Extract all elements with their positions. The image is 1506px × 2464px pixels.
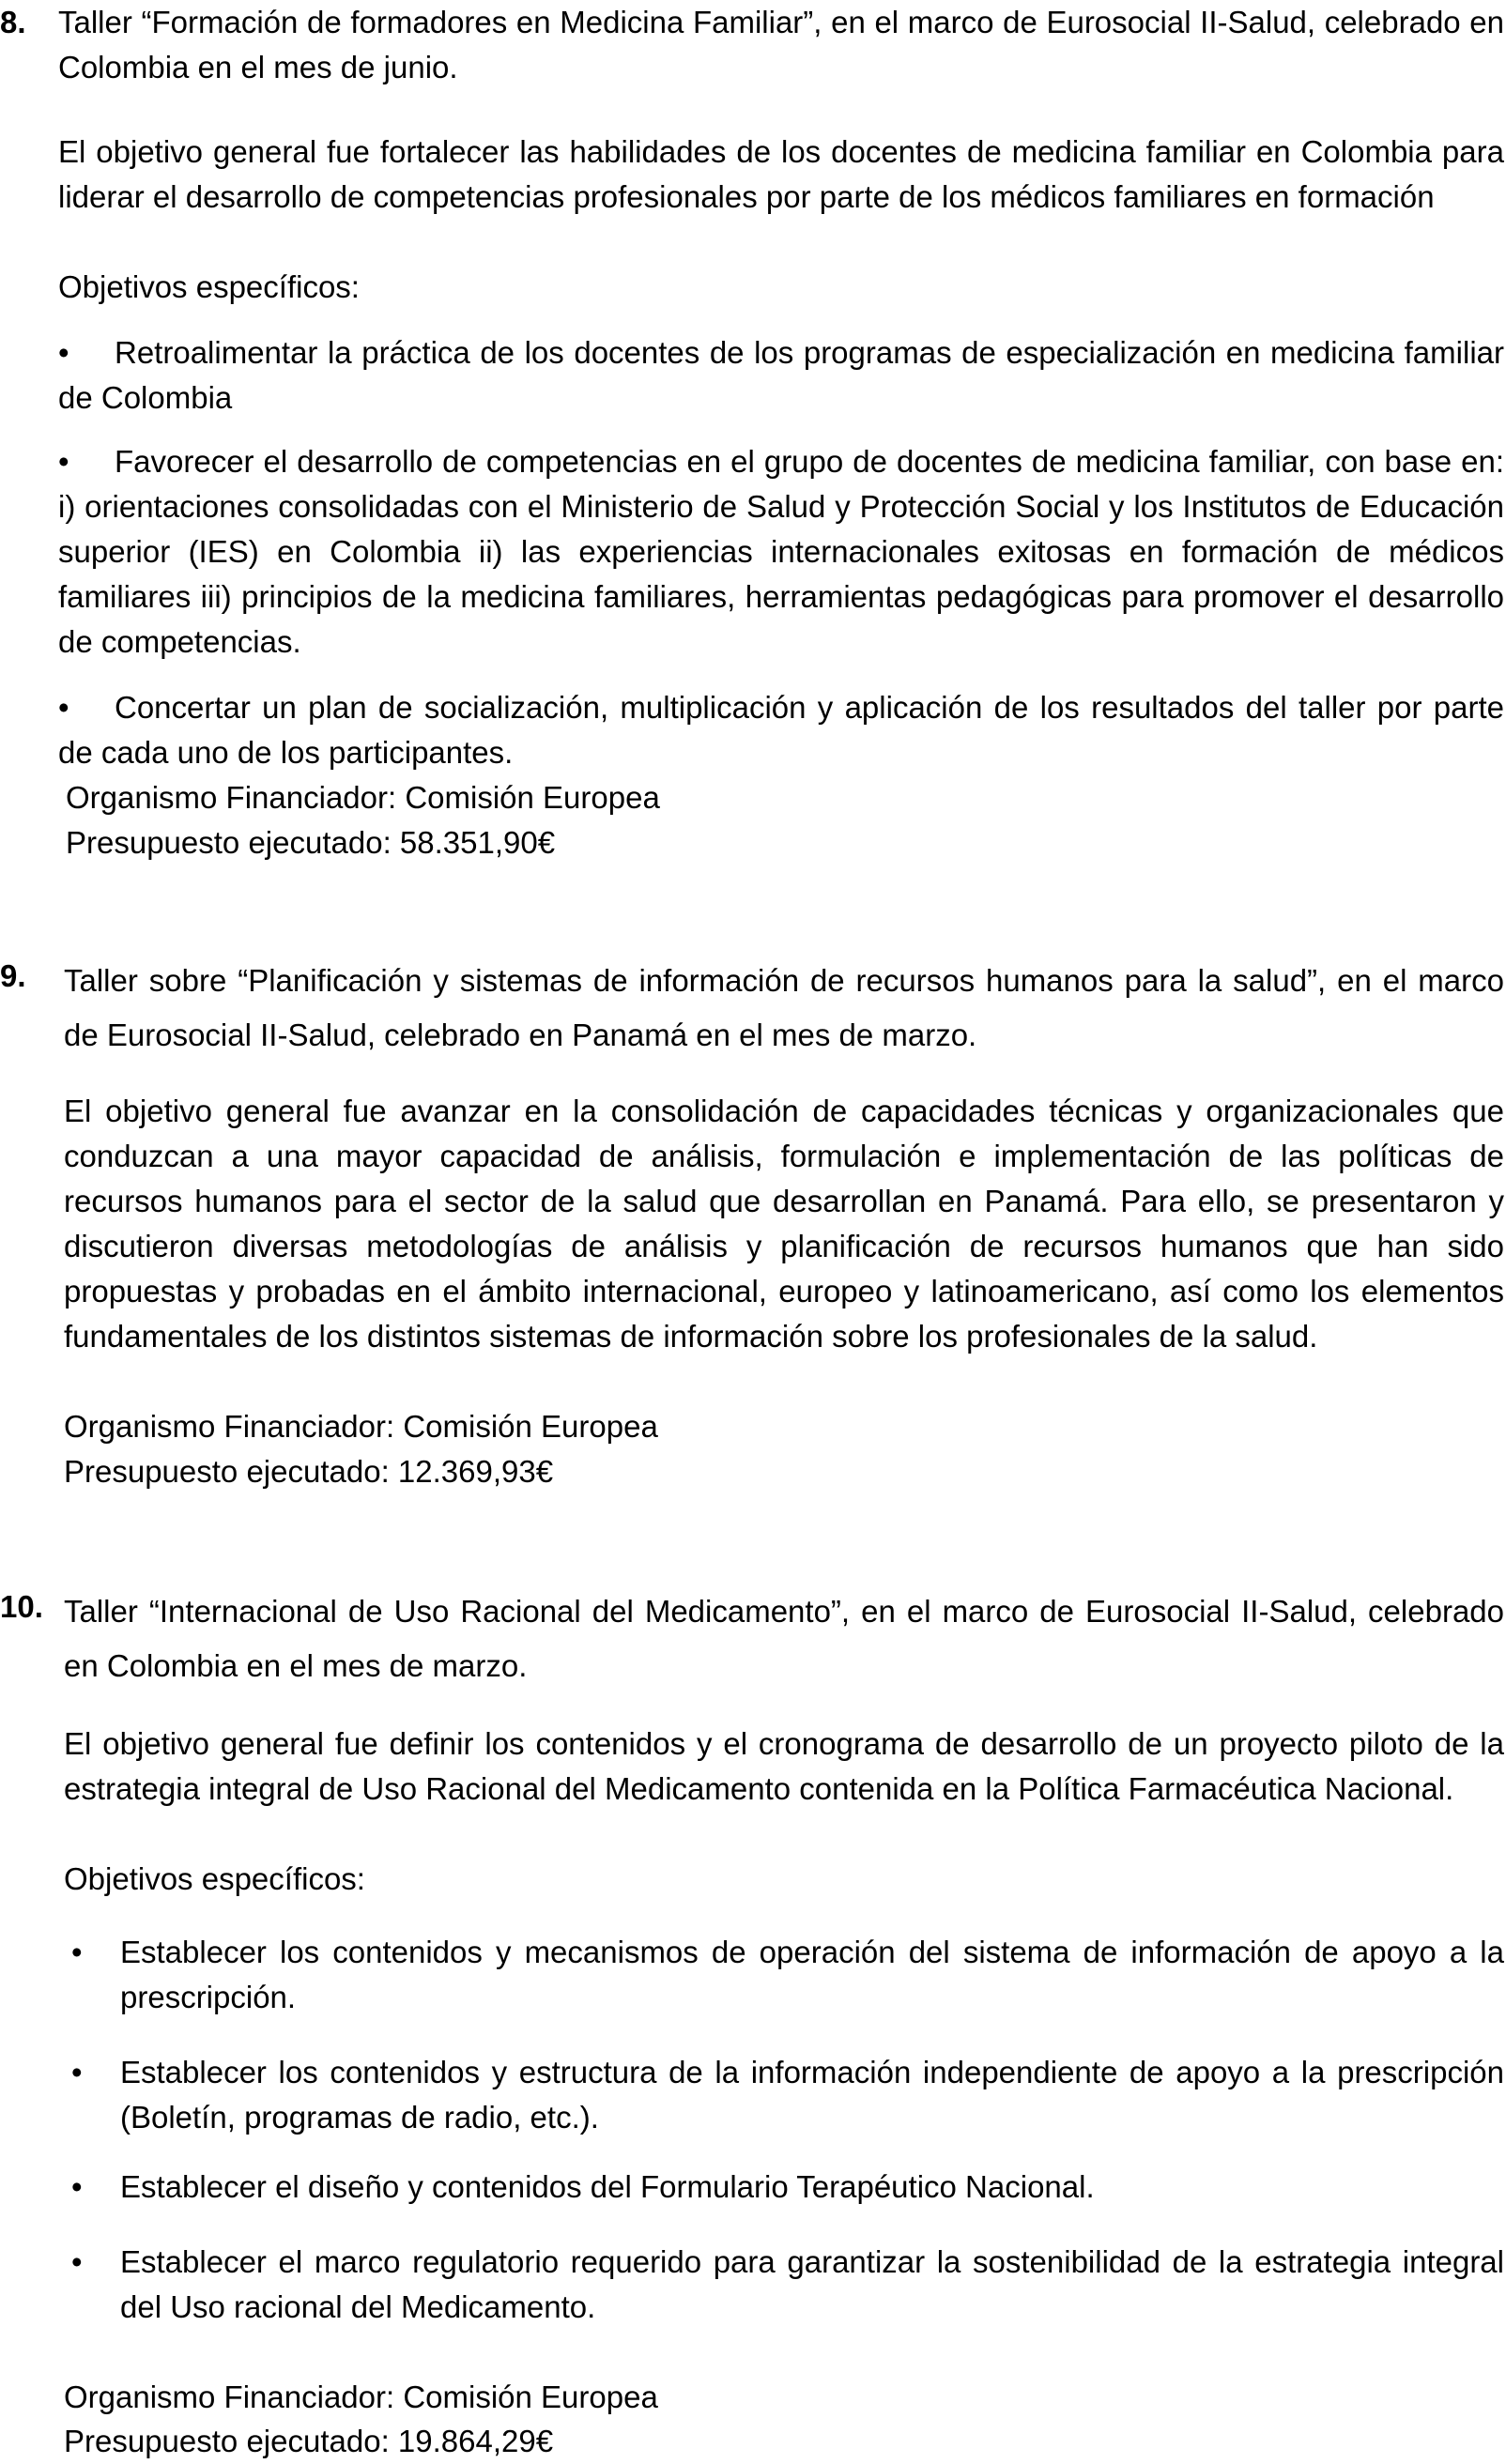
section-8-specific-label: Objetivos específicos: xyxy=(58,269,360,304)
section-9-funder: Organismo Financiador: Comisión Europea xyxy=(64,1409,658,1444)
section-8-funder: Organismo Financiador: Comisión Europea xyxy=(66,780,660,815)
section-10-bullet-2: Establecer los contenidos y estructura de la información independiente de apoyo a la prescripción (Boletín, programas de radio, etc.). xyxy=(120,2055,1504,2135)
section-10-heading: Taller “Internacional de Uso Racional del Medicamento”, en el marco de Eurosocial II-Salud, celebrado en Colombia en el mes de marzo. xyxy=(64,1594,1504,1683)
bullet-icon: • xyxy=(58,444,69,479)
bullet-icon: • xyxy=(71,2244,83,2279)
section-10-bullet-1: Establecer los contenidos y mecanismos de operación del sistema de información de apoyo a la prescripción. xyxy=(120,1935,1504,2014)
section-10-bullet-4: Establecer el marco regulatorio requerido para garantizar la sostenibilidad de la estrategia integral del Uso racional del Medicamento. xyxy=(120,2244,1504,2324)
bullet-icon: • xyxy=(58,690,69,725)
bullet-icon: • xyxy=(71,2055,83,2089)
section-8-bullet-1: Retroalimentar la práctica de los docentes de los programas de especialización en medicina familiar de Colombia xyxy=(58,335,1504,415)
section-10-funder: Organismo Financiador: Comisión Europea xyxy=(64,2380,658,2414)
section-8-number: 8. xyxy=(0,5,26,39)
section-8-objective: El objetivo general fue fortalecer las habilidades de los docentes de medicina familiar en Colombia para liderar el desarrollo de competencias profesionales por parte de los médicos familiares en formación xyxy=(58,134,1504,214)
section-10-objective: El objetivo general fue definir los contenidos y el cronograma de desarrollo de un proyecto piloto de la estrategia integral de Uso Racional del Medicamento contenida en la Política Farmacéutica Nacional. xyxy=(64,1726,1504,1806)
section-8-budget: Presupuesto ejecutado: 58.351,90€ xyxy=(66,825,556,860)
section-9-budget: Presupuesto ejecutado: 12.369,93€ xyxy=(64,1454,554,1489)
section-9-objective: El objetivo general fue avanzar en la consolidación de capacidades técnicas y organizacionales que conduzcan a una mayor capacidad de análisis, formulación e implementación de las políticas de recursos humanos para el sector de la salud que desarrollan en Panamá. Para ello, se presentaron y discutieron diversas metodologías de análisis y planificación de recursos humanos que han sido propuestas y probadas en el ámbito internacional, europeo y latinoamericano, así como los elementos fundamentales de los distintos sistemas de información sobre los profesionales de la salud. xyxy=(64,1094,1504,1354)
section-10-bullet-3: Establecer el diseño y contenidos del Formulario Terapéutico Nacional. xyxy=(120,2169,1095,2204)
section-8-heading: Taller “Formación de formadores en Medicina Familiar”, en el marco de Eurosocial II-Salud, celebrado en Colombia en el mes de junio. xyxy=(58,5,1504,84)
section-9-number: 9. xyxy=(0,958,26,993)
section-10-budget: Presupuesto ejecutado: 19.864,29€ xyxy=(64,2424,554,2458)
section-8-bullet-2: Favorecer el desarrollo de competencias en el grupo de docentes de medicina familiar, con base en: i) orientaciones consolidadas con el Ministerio de Salud y Protección Social y los Institutos de Educación superior (IES) en Colombia ii) las experiencias internacionales exitosas en formación de médicos familiares iii) principios de la medicina familiares, herramientas pedagógicas para promover el desarrollo de competencias. xyxy=(58,444,1504,659)
bullet-icon: • xyxy=(71,2169,83,2204)
section-8-bullet-3: Concertar un plan de socialización, multiplicación y aplicación de los resultados del taller por parte de cada uno de los participantes. xyxy=(58,690,1504,770)
section-10-number: 10. xyxy=(0,1589,43,1624)
bullet-icon: • xyxy=(58,335,69,370)
section-10-specific-label: Objetivos específicos: xyxy=(64,1861,365,1896)
bullet-icon: • xyxy=(71,1935,83,1969)
section-9-heading: Taller sobre “Planificación y sistemas de información de recursos humanos para la salud”, en el marco de Eurosocial II-Salud, celebrado en Panamá en el mes de marzo. xyxy=(64,963,1504,1052)
